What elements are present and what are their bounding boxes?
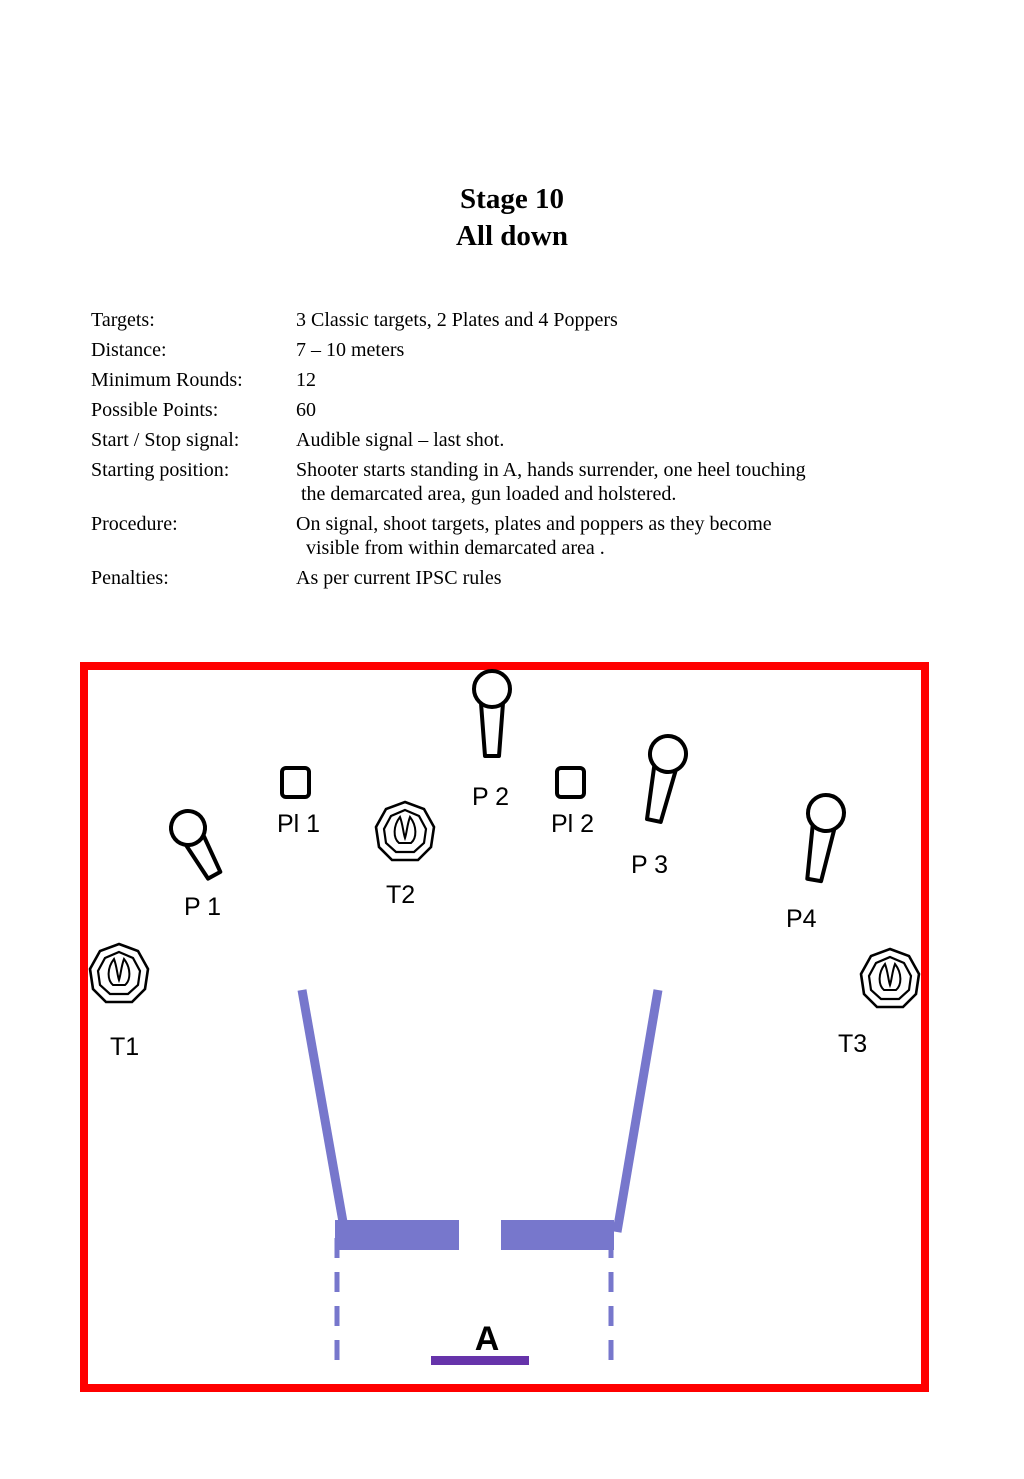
spec-label: Possible Points: [91, 399, 219, 421]
spec-label: Start / Stop signal: [91, 429, 240, 451]
spec-value: 7 – 10 meters [296, 339, 405, 361]
spec-label: Targets: [91, 309, 155, 331]
left-wall [302, 990, 343, 1222]
popper-label-p4: P4 [786, 905, 817, 933]
shooting-area-walls [302, 990, 658, 1360]
front-barrier-left [335, 1220, 459, 1250]
spec-label: Minimum Rounds: [91, 369, 243, 391]
popper-p1 [165, 805, 229, 884]
spec-value: On signal, shoot targets, plates and poppers as they become [296, 513, 772, 535]
target-label-t3: T3 [838, 1030, 868, 1058]
classic-target-t3 [861, 949, 919, 1007]
classic-target-t2 [376, 802, 434, 860]
plate-pl1 [282, 768, 309, 797]
spec-value: As per current IPSC rules [296, 567, 502, 589]
spec-label: Distance: [91, 339, 167, 361]
spec-label: Penalties: [91, 567, 169, 589]
stage-name: All down [455, 220, 568, 252]
spec-value: Audible signal – last shot. [296, 429, 505, 451]
popper-label-p3: P 3 [631, 851, 669, 879]
stage-boundary [84, 666, 925, 1388]
spec-value-continued: visible from within demarcated area . [296, 537, 605, 559]
plate-label-pl2: Pl 2 [551, 810, 595, 838]
target-label-t1: T1 [110, 1033, 140, 1061]
target-label-t2: T2 [386, 881, 416, 909]
spec-value: 60 [296, 399, 316, 421]
spec-label: Starting position: [91, 459, 230, 481]
classic-target-t1 [90, 944, 148, 1002]
popper-p3 [636, 733, 689, 825]
popper-label-p1: P 1 [184, 893, 222, 921]
plate-pl2 [557, 768, 584, 797]
spec-value: Shooter starts standing in A, hands surrender, one heel touching [296, 459, 806, 481]
popper-p4 [796, 792, 846, 883]
spec-value: 12 [296, 369, 316, 391]
plate-label-pl1: Pl 1 [277, 810, 321, 838]
spec-value-continued: the demarcated area, gun loaded and holstered. [296, 483, 677, 505]
popper-label-p2: P 2 [472, 783, 510, 811]
spec-value: 3 Classic targets, 2 Plates and 4 Poppers [296, 309, 618, 331]
popper-p2 [474, 671, 510, 756]
start-position-label: A [474, 1320, 500, 1358]
spec-label: Procedure: [91, 513, 178, 535]
front-barrier-right [501, 1220, 614, 1250]
stage-number: Stage 10 [460, 183, 564, 215]
right-wall [617, 990, 658, 1232]
